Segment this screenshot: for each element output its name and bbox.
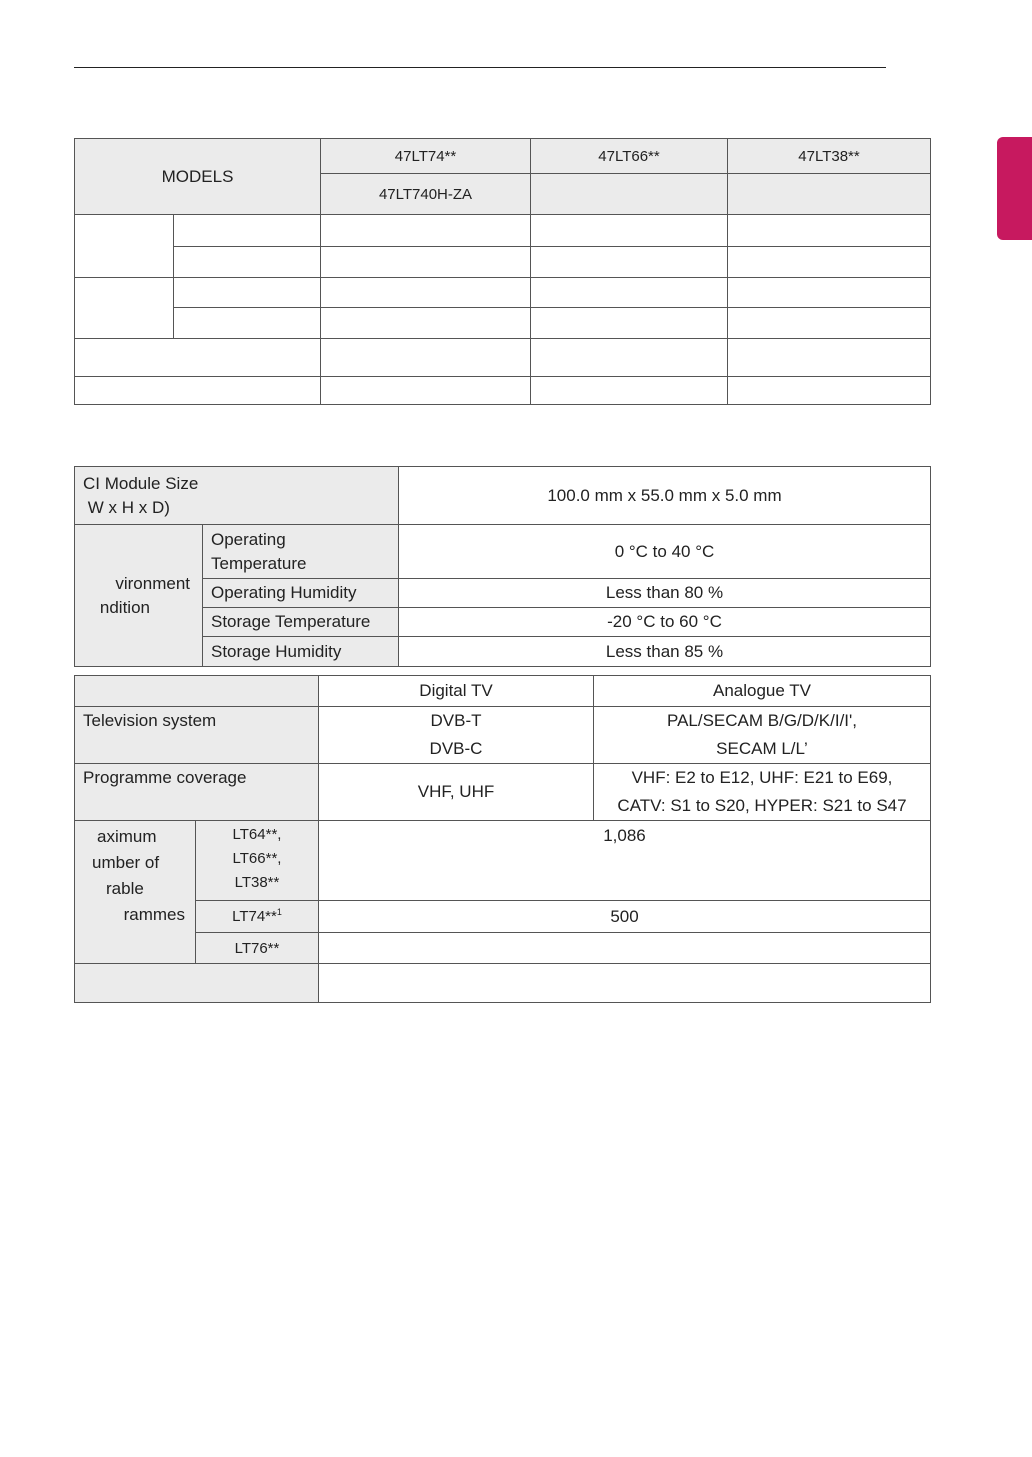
table-cell bbox=[174, 278, 321, 308]
table-cell bbox=[531, 308, 728, 339]
table-cell bbox=[728, 377, 931, 405]
table-cell bbox=[321, 278, 531, 308]
operating-temperature-value: 0 °C to 40 °C bbox=[399, 525, 931, 579]
ci-module-table bbox=[74, 466, 931, 667]
max-programmes-label bbox=[75, 821, 196, 964]
storage-temperature-label: Storage Temperature bbox=[203, 608, 399, 637]
max-label-line-4: rammes bbox=[123, 905, 185, 924]
table-cell bbox=[75, 377, 321, 405]
model-group-3: LT76** bbox=[196, 933, 319, 964]
table-cell bbox=[174, 308, 321, 339]
environment-condition-label bbox=[75, 525, 203, 667]
max-label-line-2: umber of bbox=[92, 853, 160, 872]
table-cell bbox=[728, 247, 931, 278]
max-label-line-3: rable bbox=[106, 879, 144, 898]
table-cell bbox=[728, 278, 931, 308]
table-cell bbox=[531, 247, 728, 278]
table-cell bbox=[321, 308, 531, 339]
table-cell bbox=[728, 308, 931, 339]
table-cell bbox=[321, 377, 531, 405]
programme-coverage-analogue bbox=[594, 764, 931, 821]
table-cell bbox=[531, 278, 728, 308]
max-programmes-value-2: 500 bbox=[319, 901, 931, 933]
models-table bbox=[74, 138, 931, 405]
table-cell bbox=[174, 247, 321, 278]
top-rule bbox=[74, 67, 886, 68]
table-cell bbox=[319, 964, 931, 1003]
tv-header-blank bbox=[75, 676, 319, 707]
model-lt74: LT74** bbox=[232, 908, 277, 925]
programme-coverage-label: Programme coverage bbox=[75, 764, 319, 821]
table-cell bbox=[75, 339, 321, 377]
environment-label-line-1: vironment bbox=[115, 573, 190, 593]
operating-temperature-label-line-2: Temperature bbox=[211, 553, 307, 573]
model-col-1: 47LT74** bbox=[321, 139, 531, 174]
ci-size-label bbox=[75, 467, 399, 525]
table-cell bbox=[531, 215, 728, 247]
storage-temperature-value: -20 °C to 60 °C bbox=[399, 608, 931, 637]
table-cell bbox=[531, 339, 728, 377]
max-programmes-value-3 bbox=[319, 933, 931, 964]
coverage-vhf-uhf: VHF: E2 to E12, UHF: E21 to E69, bbox=[631, 768, 893, 787]
table-cell bbox=[174, 215, 321, 247]
ci-size-value: 100.0 mm x 55.0 mm x 5.0 mm bbox=[399, 467, 931, 525]
ci-size-label-line-2: W x H x D) bbox=[83, 497, 170, 517]
group-cell bbox=[75, 215, 174, 278]
model-group-1 bbox=[196, 821, 319, 901]
submodel-col-1: 47LT740H-ZA bbox=[321, 174, 531, 215]
environment-label-line-2: ndition bbox=[99, 597, 150, 617]
analogue-tv-header: Analogue TV bbox=[594, 676, 931, 707]
table-cell bbox=[728, 339, 931, 377]
dvb-t-value: DVB-T bbox=[430, 711, 482, 730]
coverage-catv-hyper: CATV: S1 to S20, HYPER: S21 to S47 bbox=[617, 796, 907, 815]
footnote-marker: 1 bbox=[276, 907, 282, 917]
operating-temperature-label bbox=[203, 525, 399, 579]
television-system-label: Television system bbox=[75, 707, 319, 764]
television-system-digital bbox=[319, 707, 594, 764]
secam-ll-value: SECAM L/L’ bbox=[716, 739, 808, 758]
models-header: MODELS bbox=[75, 139, 321, 215]
model-lt64: LT64**, bbox=[232, 826, 282, 843]
pal-secam-value: PAL/SECAM B/G/D/K/I/I', bbox=[667, 711, 857, 730]
submodel-col-2 bbox=[531, 174, 728, 215]
submodel-col-3 bbox=[728, 174, 931, 215]
storage-humidity-value: Less than 85 % bbox=[399, 637, 931, 667]
programme-coverage-digital: VHF, UHF bbox=[319, 764, 594, 821]
operating-humidity-value: Less than 80 % bbox=[399, 579, 931, 608]
table-cell bbox=[321, 339, 531, 377]
ci-size-label-line-1: CI Module Size bbox=[83, 473, 199, 493]
model-lt66: LT66**, bbox=[232, 850, 282, 867]
television-system-analogue bbox=[594, 707, 931, 764]
table-cell bbox=[75, 964, 319, 1003]
tv-system-table bbox=[74, 675, 931, 1003]
table-cell bbox=[531, 377, 728, 405]
table-cell bbox=[728, 215, 931, 247]
operating-temperature-label-line-1: Operating bbox=[211, 529, 286, 549]
model-col-3: 47LT38** bbox=[728, 139, 931, 174]
digital-tv-header: Digital TV bbox=[319, 676, 594, 707]
model-lt38: LT38** bbox=[234, 874, 280, 891]
group-cell bbox=[75, 278, 174, 339]
model-group-2 bbox=[196, 901, 319, 933]
table-cell bbox=[321, 247, 531, 278]
max-programmes-value-1: 1,086 bbox=[319, 821, 931, 901]
storage-humidity-label: Storage Humidity bbox=[203, 637, 399, 667]
table-cell bbox=[321, 215, 531, 247]
max-label-line-1: aximum bbox=[97, 827, 157, 846]
operating-humidity-label: Operating Humidity bbox=[203, 579, 399, 608]
model-col-2: 47LT66** bbox=[531, 139, 728, 174]
language-tab[interactable] bbox=[997, 137, 1032, 240]
dvb-c-value: DVB-C bbox=[429, 739, 483, 758]
